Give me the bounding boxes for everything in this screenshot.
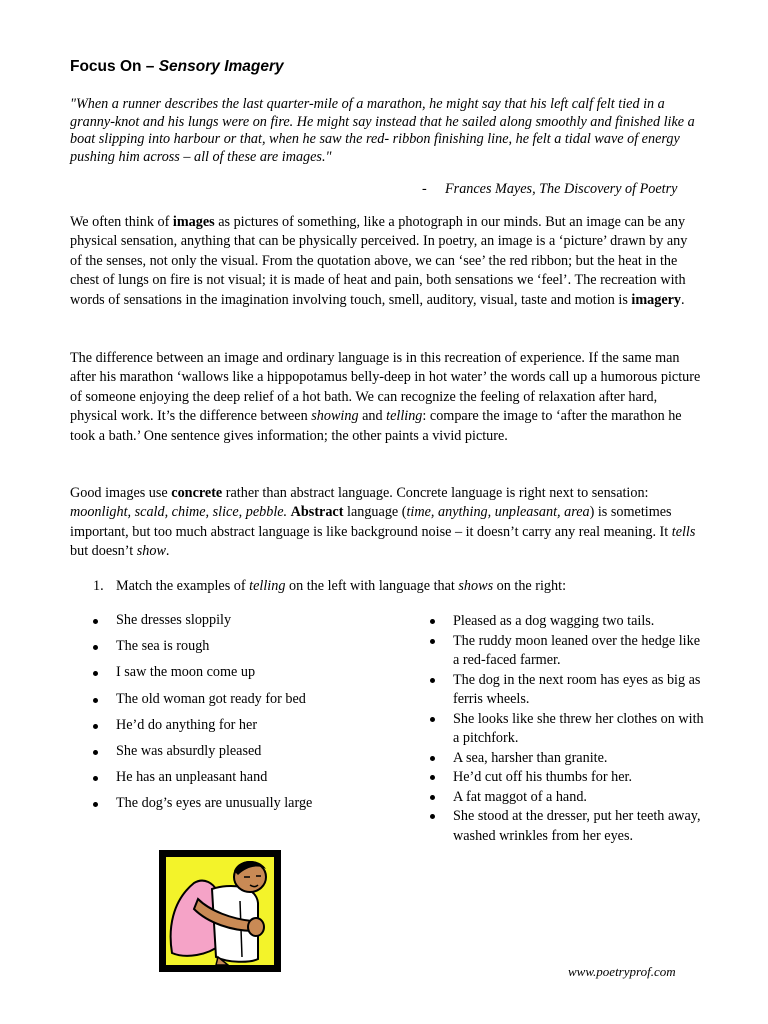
list-item: The ruddy moon leaned over the hedge like a red-faced farmer.	[430, 632, 705, 671]
list-item: She was absurdly pleased	[93, 743, 353, 769]
list-item: A sea, harsher than granite.	[430, 749, 705, 769]
list-item: She looks like she threw her clothes on with a pitchfork.	[430, 710, 705, 749]
exercise-question: 1. Match the examples of telling on the left with language that shows on the right:	[93, 578, 567, 594]
list-item: I saw the moon come up	[93, 664, 353, 690]
list-item: He’d do anything for her	[93, 717, 353, 743]
paragraph-images: We often think of images as pictures of something, like a photograph in our minds. But an image can be any physical sensation, anything that can be physically perceived. In poetry, an image is a ‘picture’ drawn by any of the senses, not only the visual. From the quotation above, we can ‘see’ the red ribbon; but the heat in the chest of lungs on fire is not visual; it is made of heat and pain, both sensations we ‘feel’. The recreation with words of sensations in the imagination involving touch, smell, auditory, visual, taste and motion is imagery.	[70, 214, 688, 308]
list-item: She stood at the dresser, put her teeth away, washed wrinkles from her eyes.	[430, 807, 705, 846]
list-item: Pleased as a dog wagging two tails.	[430, 612, 705, 632]
list-item: The dog’s eyes are unusually large	[93, 795, 353, 821]
list-item: He has an unpleasant hand	[93, 769, 353, 795]
telling-list	[93, 612, 353, 822]
clipart-seated-figure	[158, 849, 282, 973]
paragraph-difference: The difference between an image and ordinary language is in this recreation of experience. If the same man after his marathon ‘wallows like a hippopotamus belly-deep in hot water’ the words call up a humorous picture of someone enjoying the deep relief of a hot bath. We can recognize the feeling of relaxation after hard, physical work. It’s the difference between showing and telling: compare the image to ‘after the marathon he took a bath.’ One sentence gives information; the other paints a vivid picture.	[70, 350, 701, 444]
footer-url: www.poetryprof.com	[568, 964, 676, 979]
list-item: She dresses sloppily	[93, 612, 353, 638]
list-item: He’d cut off his thumbs for her.	[430, 768, 705, 788]
list-item: The old woman got ready for bed	[93, 691, 353, 717]
opening-quote: "When a runner describes the last quarter-mile of a marathon, he might say that his left calf felt tied in a granny-knot and his lungs were on fire. He might say instead that he sailed along smoothly and finished like a boat slipping into harbour or that, when he saw the red- ribbon finishing line, he felt a tidal wave of energy pushing him across – all of these are images."	[70, 96, 695, 166]
list-item: A fat maggot of a hand.	[430, 788, 705, 808]
quote-attribution: - Frances Mayes, The Discovery of Poetry	[422, 181, 678, 197]
list-item: The dog in the next room has eyes as big as ferris wheels.	[430, 671, 705, 710]
list-item: The sea is rough	[93, 638, 353, 664]
paragraph-concrete: Good images use concrete rather than abstract language. Concrete language is right next to sensation: moonlight, scald, chime, slice, pebble. Abstract language (time, anything, unpleasant, area) is sometimes important, but too much abstract language is like background noise – it doesn’t carry any real meaning. It tells but doesn’t show.	[70, 485, 696, 560]
showing-list	[430, 612, 705, 846]
page-title: Focus On – Sensory Imagery	[70, 58, 284, 75]
